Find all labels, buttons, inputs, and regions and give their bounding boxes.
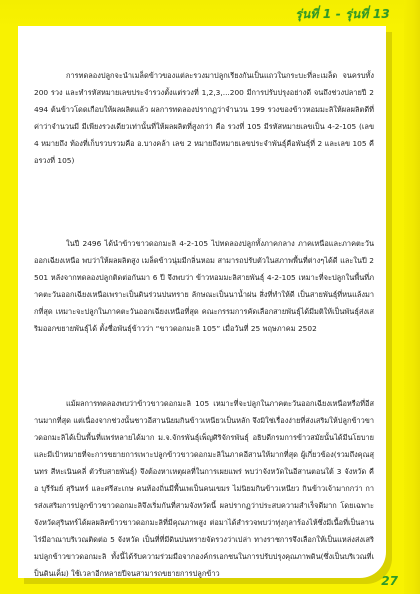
paragraph-3: แม้ผลการทดลองพบว่าข้าวขาวดอกมะลิ 105 เหมาะที่จะปลูกในภาคตะวันออกเฉียงเหนือหรือที่อีสานมากที่สุด แต่เนื่องจากช่วงนั้นชาวอีสานนิยมกินข้าวเหนียวเป็นหลัก จึงมิใช่เรื่องง่ายที่ส่งเสริมให้ปลูกข้าวขาวดอกมะลิได้เป็นพื้นที่แพร่หลายได้มาก ม.จ.จักรพันธุ์เพ็ญศิริจักรพันธุ์ อธิบดีกรมการข้าวสมัยนั้นได้มีนโยบายและมีเป้าหมายที่จะการขยายการเพาะปลูกข้าวขาวดอกมะลิในภาคอีสานให้มากที่สุด ผู้เกี่ยวข้อง(รวมถึงคุณสุนทร สีหะเนินคลี่ ตัวรับสายพันธุ์) จึงต้องหาเหตุผลที่ในการเผยแพร่ พบว่าจังหวัดในอีสานตอนใต้ 3 จังหวัด คือ บุรีรัมย์ สุรินทร์ และศรีสะเกษ คนท้องถิ่นมีพื้นเพเป็นคนเขมร ไม่นิยมกินข้าวเหนียว กินข้าวเจ้ามากกว่า การส่งเสริมการปลูกข้าวขาวดอกมะลิจึงเริ่มกันที่สามจังหวัดนี้ ผลปรากฏว่าประสบความสำเร็จดีมาก โดยเฉพาะจังหวัดสุรินทร์ได้ผลผลิตข้าวขาวดอกมะลิที่มีคุณภาพสูง ต่อมาได้สำรวจพบว่าทุ่งกุลาร้องไห้ซึ่งมีเนื้อที่เป็นลานไร่มีอาณาบริเวณติดต่อ 5 จังหวัด เป็นที่ที่มีดินปนทรายจัดรวงว่าเปล่า ทางราชการจึงเลือกให้เป็นแหล่งส่งเสริมปลูกข้าวขาวดอกมะลิ ทั้งนี้ได้รับความร่วมมือจากองค์กรเอกชนในการปรับปรุงคุณภาพดิน(ซึ่งเป็นบริเวณที่เป็นดินเค็ม) ใช้เวลาอีกหลายปีจนสามารถขยายการปลูกข้าว [34, 399, 374, 579]
paragraph-1: การทดลองปลูกจะนำเมล็ดข้าวของแต่ละรวงมาปลูกเรียงกันเป็นแถวในกระบะที่ละเมล็ด จนครบทั้ง 200 รวง และทำรหัสหมายเลขประจำรวงตั้งแต่รวงที่ 1,2,3,...200 มีการปรับปรุงอย่างดี จนถึงช่วงปลายปี 2494 ต้นข้าวโดดเกือบให้ผลผลิตแล้ว ผลการทดลองปรากฏว่าจำนวน 199 รวงของข้าวหอมมะลิให้ผลผลิตดีที่ค่าว่าจำนวนมี มีเพียงรวงเดียวเท่านั้นที่ให้ผลผลิตที่สูงกว่า คือ รวงที่ 105 มีรหัสหมายเลขเป็น 4-2-105 (เลข 4 หมายถึง ท้องที่เก็บรวบรวมคือ อ.บางคล้า เลข 2 หมายถึงหมายเลขประจำพันธุ์คือพันธุ์ที่ 2 และเลข 105 คือรวงที่ 105) [34, 71, 374, 166]
paragraph-2: ในปี 2496 ได้นำข้าวขาวดอกมะลิ 4-2-105 ไปทดลองปลูกทั้งภาคกลาง ภาคเหนือและภาคตะวันออกเฉียงเหนือ พบว่าให้ผลผลิตสูง เมล็ดข้าวนุ่มมีกลิ่นหอม สามารถปรับตัวในสภาพพื้นที่ต่างๆได้ดี และในปี 2501 หลังจากทดลองปลูกติดต่อกันมา 6 ปี จึงพบว่า ข้าวหอมมะลิสายพันธุ์ 4-2-105 เหมาะที่จะปลูกในพื้นที่ภาคตะวันออกเฉียงเหนือเพราะเป็นดินร่วนปนทราย ลักษณะเป็นนาน้ำฝน สิ่งที่ทำให้ดี เป็นสายพันธุ์ที่หนแล้งมากที่สุด เหมาะจะปลูกในภาคตะวันออกเฉียงเหนือที่สุด คณะกรรมการคัดเลือกสายพันธุ์ได้มีมติให้เป็นพันธุ์ส่งเสริมออกขยายพันธุ์ได้ ตั้งชื่อพันธุ์ข้าวว่า “ขาวดอกมะลิ 105” เมื่อวันที่ 25 พฤษภาคม 2502 [34, 239, 374, 334]
series-label: รุ่นที่ 1 - รุ่นที่ 13 [295, 7, 390, 21]
page-number: 27 [381, 574, 398, 588]
right-band [404, 0, 420, 594]
